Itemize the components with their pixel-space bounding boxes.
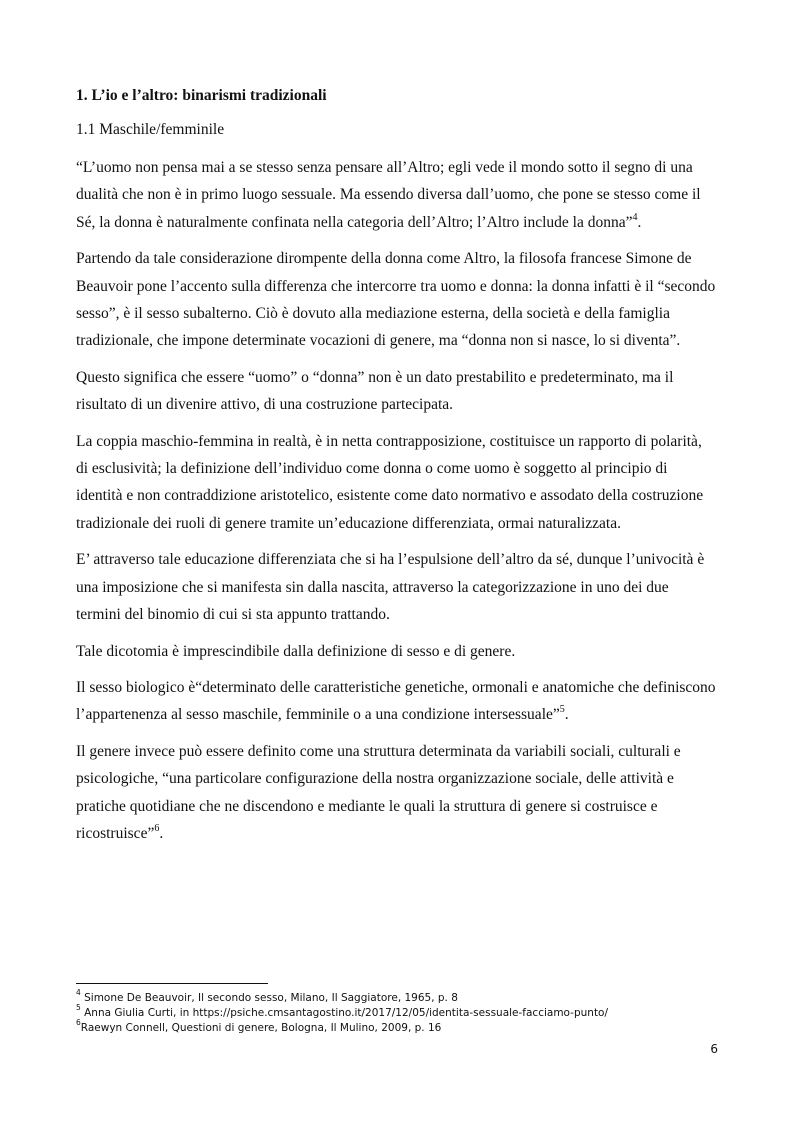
paragraph-gender: Il genere invece può essere definito come una struttura determinata da variabili sociali, culturali e psicologiche, “una particolare configurazione della nostra organizzazione sociale, delle attività e pratiche quotidiane che ne discendono e mediante le quali la struttura di genere si costruisce e ricostruisce”$^6$.: [76, 742, 681, 842]
paragraph-second-sex: Partendo da tale considerazione dirompente della donna come Altro, la filosofa francese Simone de Beauvoir pone l’accento sulla differenza che intercorre tra uomo e donna: la donna infatti è il “secondo sesso”, è il sesso subalterno. Ciò è dovuto alla mediazione esterna, della società e della famiglia tradizionale, che impone determinate vocazioni di genere, ma “donna non si nasce, lo si diventa”.: [76, 250, 716, 350]
paragraph-polarity: La coppia maschio-femmina in realtà, è in netta contrapposizione, costituisce un rapporto di polarità, di esclusività; la definizione dell’individuo come donna o come uomo è soggetto al principio di identità e non contraddizione aristotelico, esistente come dato normativo e assodato della costruzione tradizionale dei ruoli di genere tramite un’educazione differenziata, ormai naturalizzata.: [76, 432, 704, 532]
footnote-ref-6[interactable]: 6: [154, 822, 160, 834]
footnote-6: $^6$Raewyn Connell, Questioni di genere, Bologna, Il Mulino, 2009, p. 16: [76, 1017, 442, 1034]
paragraph-dichotomy: Tale dicotomia è imprescindibile dalla definizione di sesso e di genere.: [76, 642, 516, 660]
footnote-ref-4[interactable]: 4: [632, 211, 638, 223]
paragraph-becoming: Questo significa che essere “uomo” o “donna” non è un dato prestabilito e predeterminato, ma il risultato di un divenire attivo, di una costruzione partecipata.: [76, 368, 674, 414]
page-number: 6: [710, 1042, 718, 1056]
paragraph-education: E’ attraverso tale educazione differenziata che si ha l’espulsione dell’altro da sé, dunque l’univocità è una imposizione che si manifesta sin dalla nascita, attraverso la categorizzazione in uno dei due termini del binomio di cui si sta appunto trattando.: [76, 551, 705, 624]
section-heading: 1. L’io e l’altro: binarismi tradizionali: [76, 87, 327, 104]
footnotes: [76, 987, 716, 1036]
footnote-ref-5[interactable]: 5: [559, 704, 565, 716]
footnote-5: $^5$ Anna Giulia Curti, in https://psiche.cmsantagostino.it/2017/12/05/identita-sessuale-facciamo-punto/: [76, 1002, 609, 1019]
paragraph-biological-sex: Il sesso biologico è“determinato delle caratteristiche genetiche, ormonali e anatomiche che definiscono l’appartenenza al sesso maschile, femminile o a una condizione intersessuale”$^5$.: [76, 678, 716, 724]
page-body: [76, 86, 716, 856]
paragraph-quote-beauvoir: “L’uomo non pensa mai a se stesso senza pensare all’Altro; egli vede il mondo sotto il segno di una dualità che non è in primo luogo sessuale. Ma essendo diversa dall’uomo, che pone se stesso come il Sé, la donna è naturalmente confinata nella categoria dell’Altro; l’Altro include la donna”$^4$.: [76, 159, 701, 231]
footnote-separator: [76, 983, 268, 984]
footnote-4: $^4$ Simone De Beauvoir, Il secondo sesso, Milano, Il Saggiatore, 1965, p. 8: [76, 987, 458, 1004]
subsection-heading: 1.1 Maschile/femminile: [76, 121, 225, 138]
